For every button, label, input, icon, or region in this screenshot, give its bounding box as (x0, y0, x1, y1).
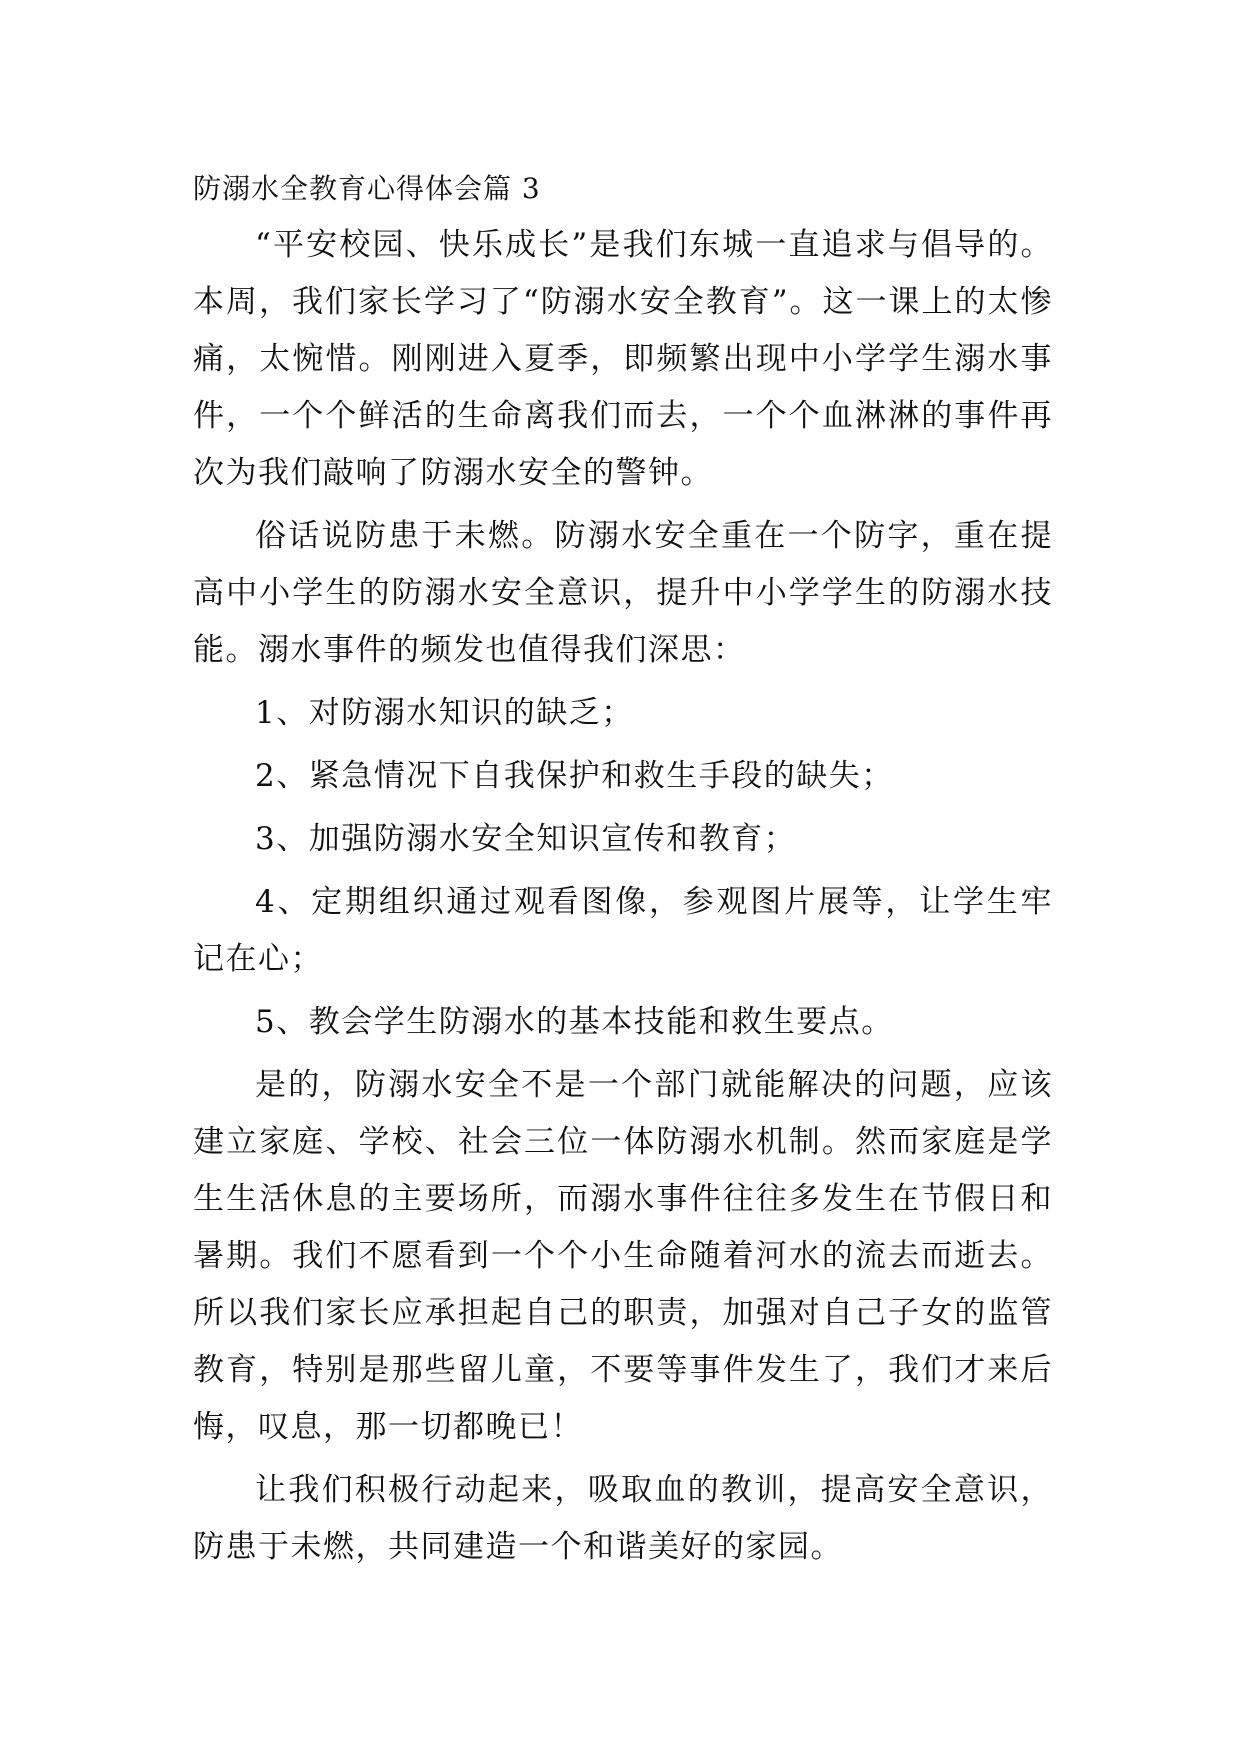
list-item-2: 2、紧急情况下自我保护和救生手段的缺失； (255, 758, 894, 794)
list-item-5: 5、教会学生防溺水的基本技能和救生要点。 (255, 1004, 894, 1040)
list-item-1: 1、对防溺水知识的缺乏； (255, 695, 634, 731)
list-item-4: 4、定期组织通过观看图像，参观图片展等，让学生牢记在心； (193, 884, 1053, 977)
paragraph-family-role: 是的，防溺水安全不是一个部门就能解决的问题，应该建立家庭、学校、社会三位一体防溺水机制。然而家庭是学生生活休息的主要场所，而溺水事件往往多发生在节假日和暑期。我们不愿看到一个个小生命随着河水的流去而逝去。所以我们家长应承担起自己的职责，加强对自己子女的监管教育，特别是那些留儿童，不要等事件发生了，我们才来后悔，叹息，那一切都晚已！ (193, 1067, 1053, 1445)
document-title: 防溺水全教育心得体会篇 3 (193, 172, 541, 205)
paragraph-conclusion: 让我们积极行动起来，吸取血的教训，提高安全意识，防患于未燃，共同建造一个和谐美好的家园。 (193, 1472, 1053, 1565)
document-body (193, 160, 1053, 1576)
paragraph-prevention: 俗话说防患于未燃。防溺水安全重在一个防字，重在提高中小学生的防溺水安全意识，提升中小学学生的防溺水技能。溺水事件的频发也值得我们深思： (193, 518, 1053, 668)
list-item-3: 3、加强防溺水安全知识宣传和教育； (255, 821, 797, 857)
paragraph-intro: “平安校园、快乐成长”是我们东城一直追求与倡导的。本周，我们家长学习了“防溺水安全教育”。这一课上的太惨痛，太惋惜。刚刚进入夏季，即频繁出现中小学学生溺水事件，一个个鲜活的生命离我们而去，一个个血淋淋的事件再次为我们敲响了防溺水安全的警钟。 (193, 227, 1053, 491)
